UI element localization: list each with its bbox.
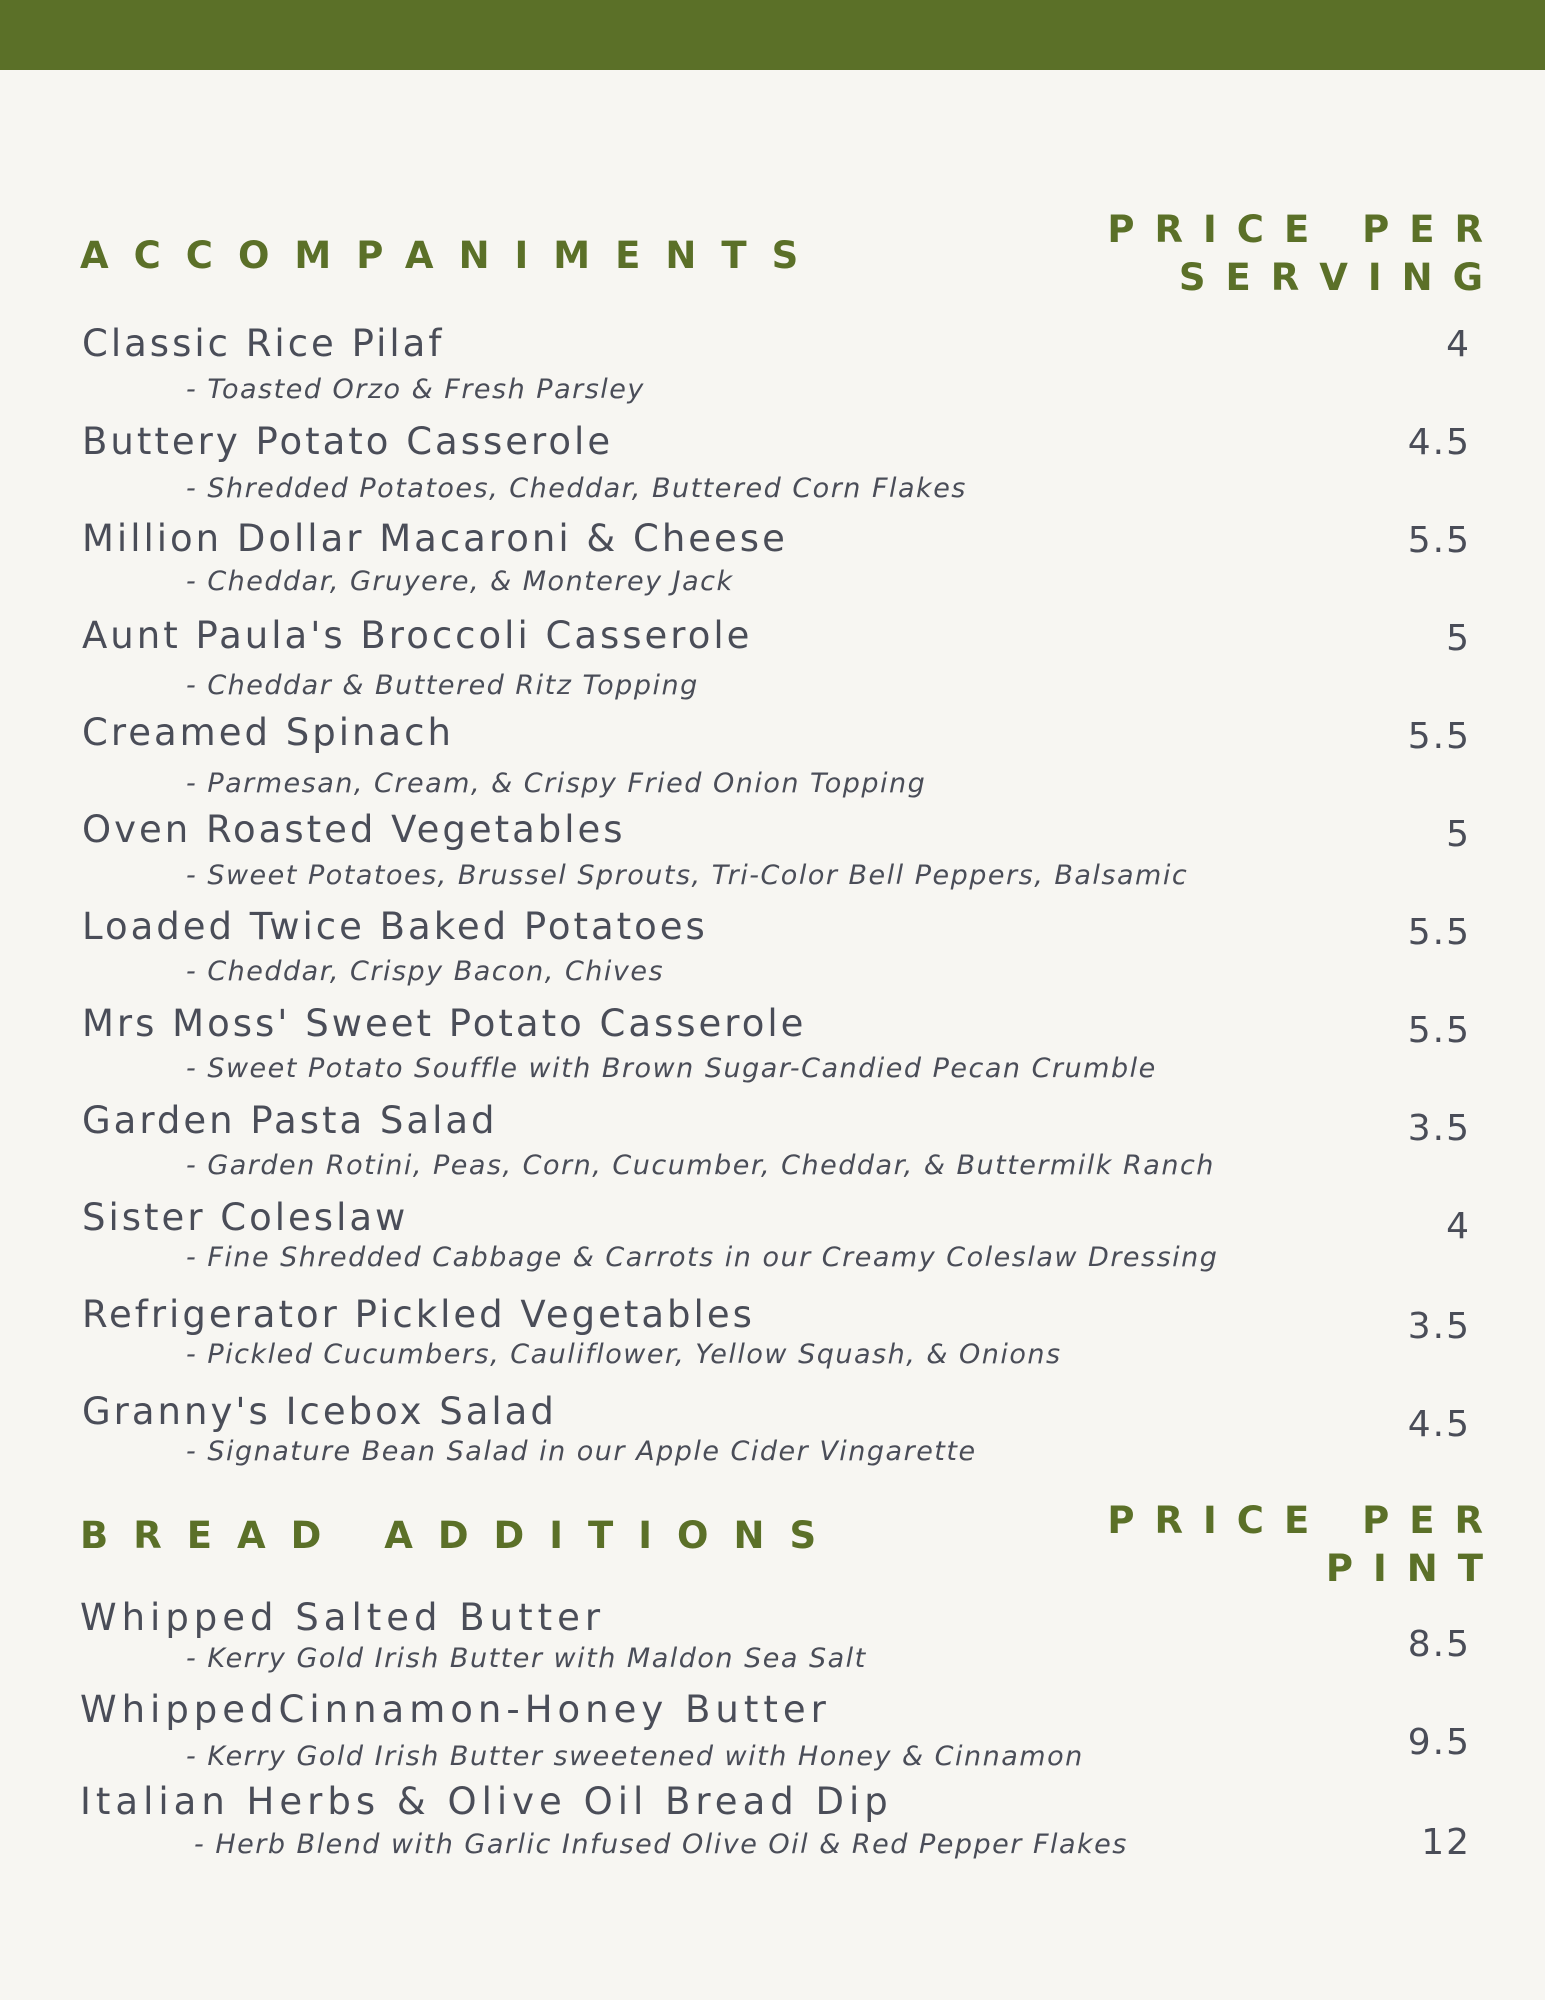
item-price: 12 [1421, 1822, 1471, 1863]
item-name: Whipped Salted Butter [80, 1596, 606, 1639]
item-price: 5.5 [1407, 1010, 1471, 1051]
price-per-pint-heading [983, 1497, 1503, 1593]
price-heading-line1: PRICE PER [1107, 208, 1503, 251]
item-price: 4 [1446, 324, 1471, 365]
item-name: Garden Pasta Salad [82, 1099, 498, 1142]
item-name: Italian Herbs & Olive Oil Bread Dip [80, 1780, 893, 1823]
price-heading-line1: PRICE PER [1107, 1499, 1503, 1542]
item-description: - Toasted Orzo & Fresh Parsley [186, 374, 645, 405]
item-price: 4.5 [1407, 1404, 1471, 1445]
item-price: 8.5 [1407, 1624, 1471, 1665]
item-name: Classic Rice Pilaf [82, 322, 445, 365]
item-price: 5 [1446, 814, 1471, 855]
item-price: 5.5 [1407, 716, 1471, 757]
bread-additions-heading: BREAD ADDITIONS [80, 1514, 842, 1557]
item-name: Oven Roasted Vegetables [82, 808, 626, 851]
price-heading-line2: PINT [1325, 1547, 1503, 1590]
item-description: - Cheddar & Buttered Ritz Topping [186, 670, 699, 701]
item-description: - Cheddar, Crispy Bacon, Chives [186, 956, 665, 987]
item-price: 3.5 [1407, 1108, 1471, 1149]
item-name: Granny's Icebox Salad [82, 1390, 557, 1433]
item-description: - Kerry Gold Irish Butter with Maldon Sea Salt [186, 1643, 867, 1674]
item-name: WhippedCinnamon-Honey Butter [80, 1688, 831, 1731]
item-price: 9.5 [1407, 1722, 1471, 1763]
price-heading-line2: SERVING [1178, 256, 1503, 299]
price-per-serving-heading [983, 206, 1503, 302]
item-name: Refrigerator Pickled Vegetables [82, 1293, 755, 1336]
item-description: - Kerry Gold Irish Butter sweetened with Honey & Cinnamon [186, 1741, 1084, 1772]
item-description: - Herb Blend with Garlic Infused Olive Oil & Red Pepper Flakes [194, 1829, 1128, 1860]
item-description: - Sweet Potatoes, Brussel Sprouts, Tri-Color Bell Peppers, Balsamic [186, 860, 1189, 891]
item-description: - Fine Shredded Cabbage & Carrots in our Creamy Coleslaw Dressing [186, 1242, 1219, 1273]
item-description: - Pickled Cucumbers, Cauliflower, Yellow Squash, & Onions [186, 1339, 1062, 1370]
item-name: Creamed Spinach [82, 711, 454, 754]
item-description: - Signature Bean Salad in our Apple Cider Vingarette [186, 1436, 977, 1467]
item-name: Buttery Potato Casserole [82, 420, 614, 463]
header-band [0, 0, 1545, 70]
item-description: - Parmesan, Cream, & Crispy Fried Onion Topping [186, 768, 927, 799]
item-name: Loaded Twice Baked Potatoes [82, 905, 708, 948]
item-name: Mrs Moss' Sweet Potato Casserole [82, 1002, 807, 1045]
accompaniments-heading: ACCOMPANIMENTS [80, 234, 824, 277]
item-description: - Shredded Potatoes, Cheddar, Buttered Corn Flakes [186, 473, 967, 504]
item-price: 4 [1446, 1206, 1471, 1247]
item-price: 5.5 [1407, 912, 1471, 953]
item-name: Aunt Paula's Broccoli Casserole [82, 614, 753, 657]
item-description: - Sweet Potato Souffle with Brown Sugar-Candied Pecan Crumble [186, 1053, 1157, 1084]
item-name: Sister Coleslaw [82, 1196, 409, 1239]
item-name: Million Dollar Macaroni & Cheese [82, 517, 788, 560]
item-price: 3.5 [1407, 1306, 1471, 1347]
item-price: 5 [1446, 618, 1471, 659]
item-price: 5.5 [1407, 520, 1471, 561]
item-price: 4.5 [1407, 422, 1471, 463]
item-description: - Garden Rotini, Peas, Corn, Cucumber, Cheddar, & Buttermilk Ranch [186, 1150, 1215, 1181]
item-description: - Cheddar, Gruyere, & Monterey Jack [186, 566, 734, 597]
